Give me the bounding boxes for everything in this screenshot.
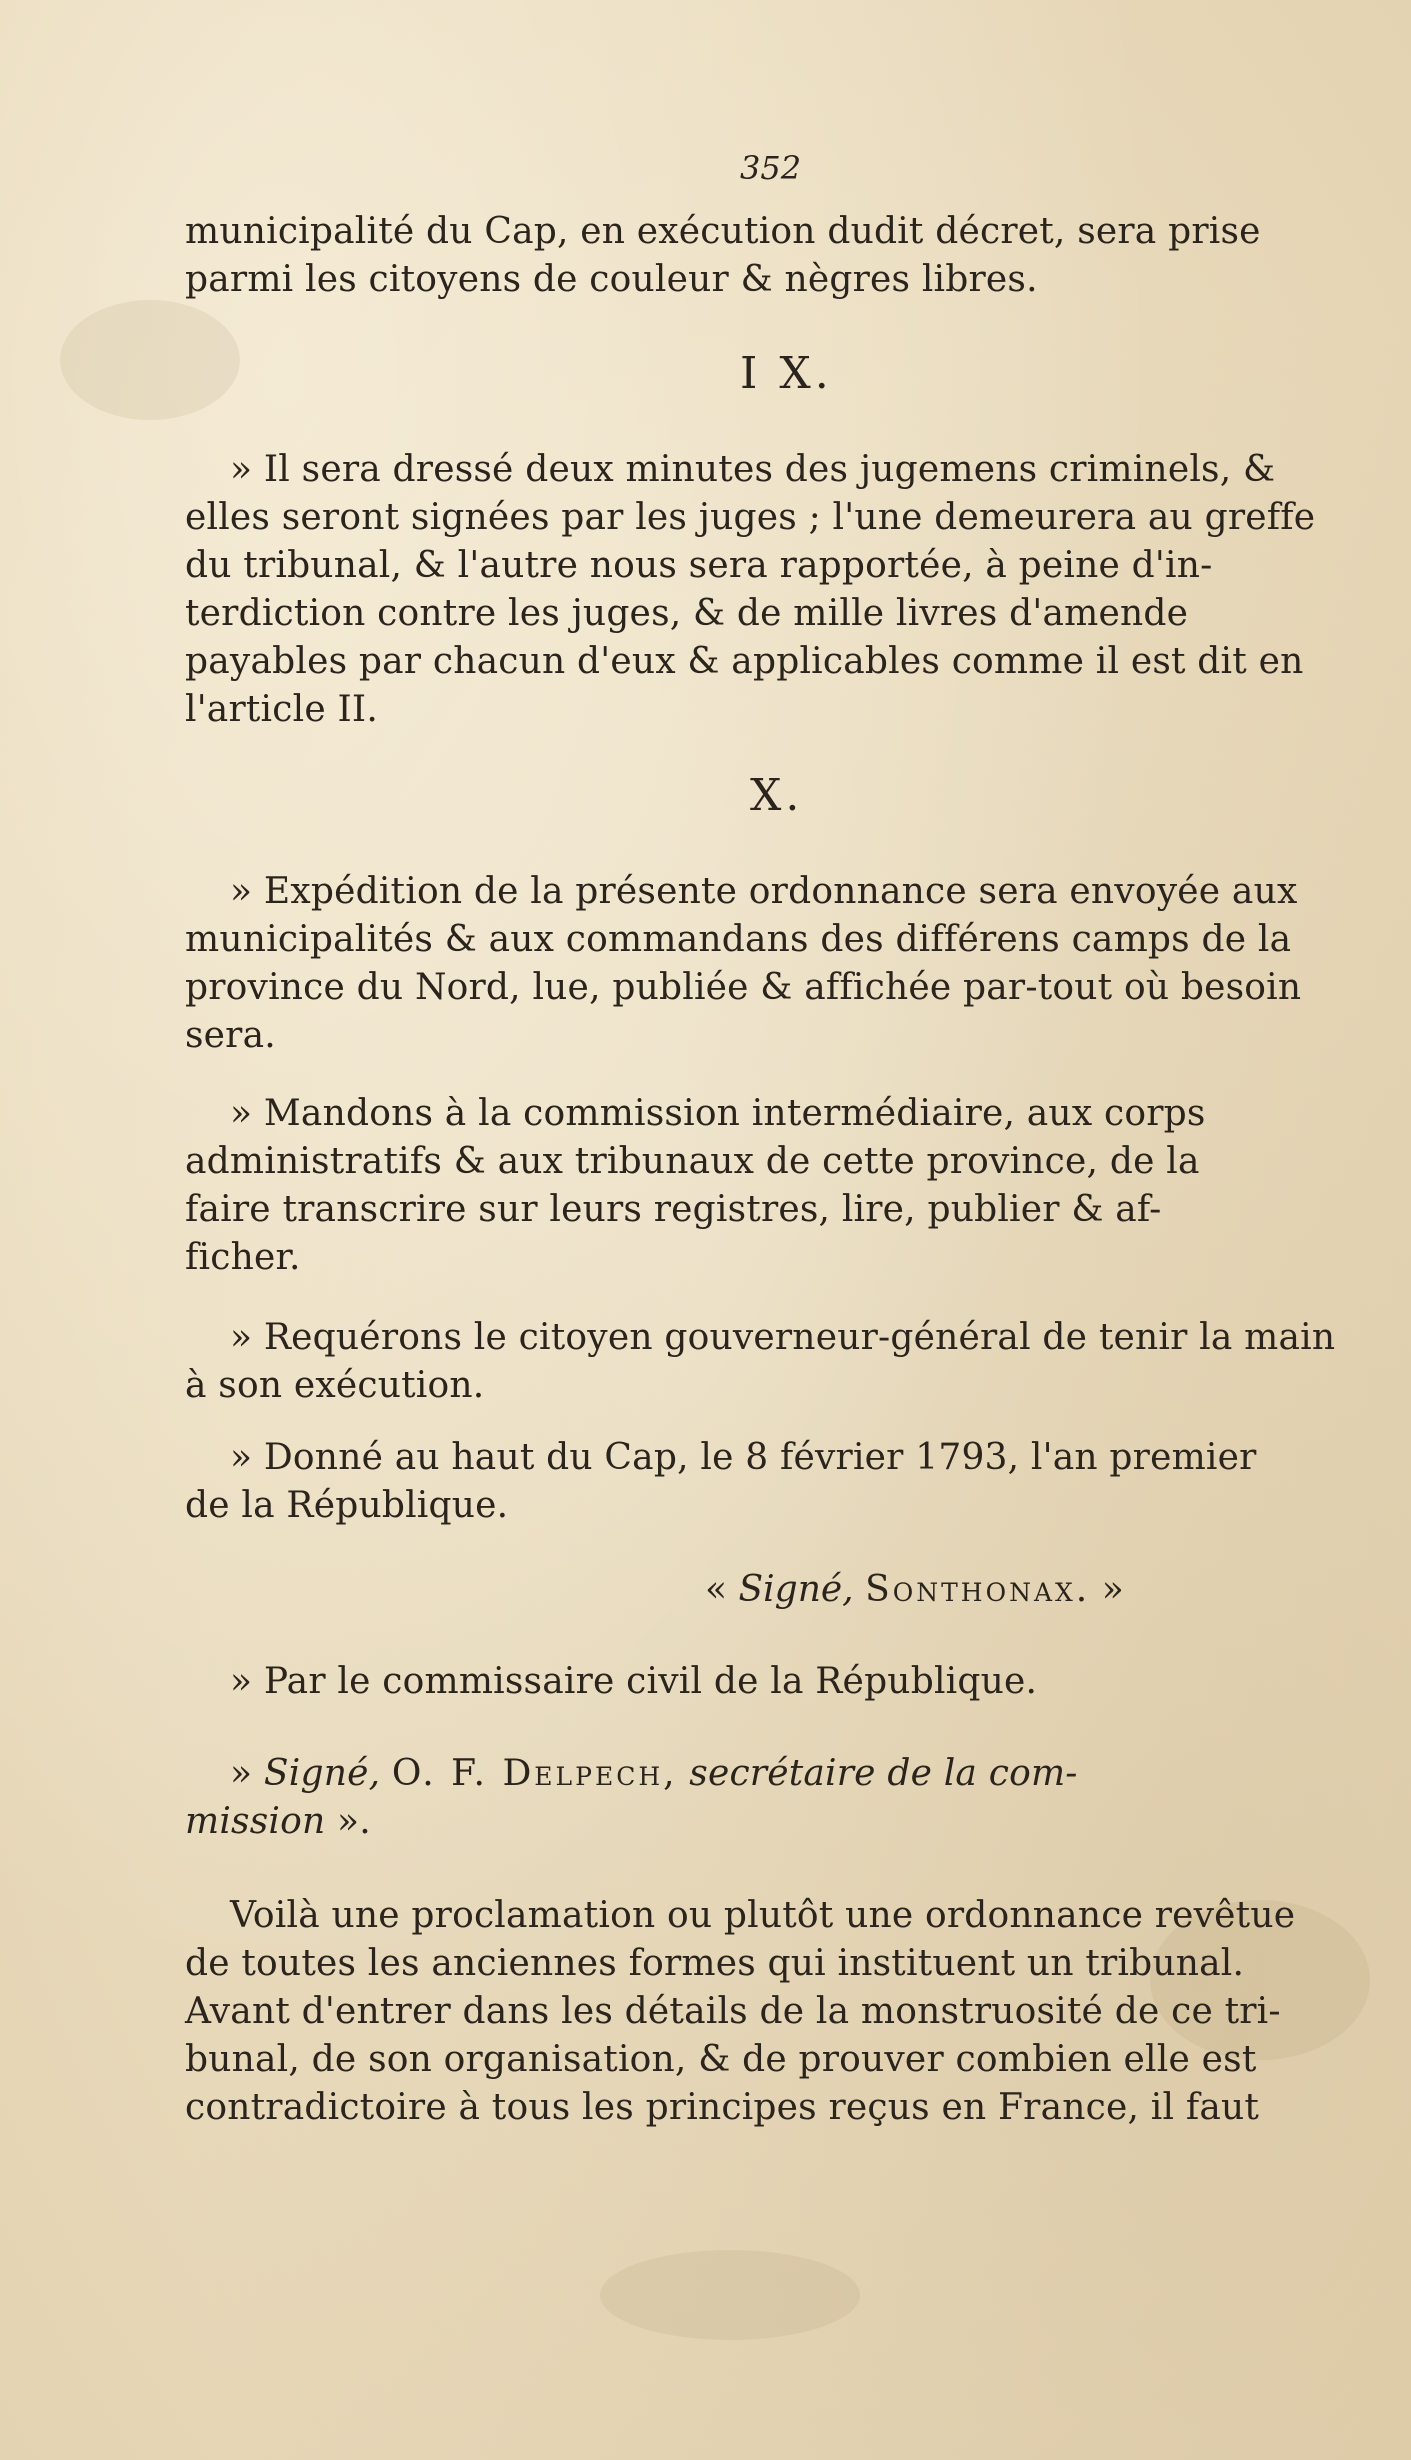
text-line: elles seront signées par les juges ; l'une demeurera au greffe bbox=[185, 497, 1316, 538]
signe-label: Signé, bbox=[263, 1753, 381, 1794]
text-line: de toutes les anciennes formes qui instituent un tribunal. bbox=[185, 1943, 1245, 1984]
page-number: 352 bbox=[740, 149, 802, 187]
text-line: payables par chacun d'eux & applicables comme il est dit en bbox=[185, 641, 1304, 682]
page-text bbox=[185, 0, 1375, 2460]
signature-open-quote: « bbox=[705, 1569, 739, 1610]
text-line: Avant d'entrer dans les détails de la monstruosité de ce tri- bbox=[185, 1991, 1281, 2032]
text-line: à son exécution. bbox=[185, 1365, 485, 1406]
text-line: » Mandons à la commission intermédiaire, aux corps bbox=[230, 1093, 1206, 1134]
text-line: bunal, de son organisation, & de prouver combien elle est bbox=[185, 2039, 1257, 2080]
signatory-name: O. F. Delpech, bbox=[391, 1753, 678, 1794]
signatory-role-continued: mission bbox=[185, 1801, 326, 1842]
signatory-name: Sonthonax. bbox=[865, 1569, 1091, 1610]
text-line: municipalités & aux commandans des différens camps de la bbox=[185, 919, 1292, 960]
text-line: municipalité du Cap, en exécution dudit décret, sera prise bbox=[185, 211, 1261, 252]
text-line: sera. bbox=[185, 1015, 276, 1056]
signature-prefix: » bbox=[230, 1753, 264, 1794]
signature-sonthonax bbox=[705, 1568, 1124, 1612]
text-line: » Requérons le citoyen gouverneur-général de tenir la main bbox=[230, 1317, 1336, 1358]
text-line: faire transcrire sur leurs registres, lire, publier & af- bbox=[185, 1189, 1162, 1230]
text-line: l'article II. bbox=[185, 689, 378, 730]
text-line: administratifs & aux tribunaux de cette province, de la bbox=[185, 1141, 1200, 1182]
text-line: terdiction contre les juges, & de mille livres d'amende bbox=[185, 593, 1189, 634]
text-line: » Par le commissaire civil de la République. bbox=[230, 1661, 1038, 1702]
text-line: Voilà une proclamation ou plutôt une ordonnance revêtue bbox=[230, 1895, 1296, 1936]
text-line: parmi les citoyens de couleur & nègres libres. bbox=[185, 259, 1038, 300]
text-line: province du Nord, lue, publiée & affichée par-tout où besoin bbox=[185, 967, 1302, 1008]
text-line: » Expédition de la présente ordonnance sera envoyée aux bbox=[230, 871, 1298, 912]
text-line: ficher. bbox=[185, 1237, 301, 1278]
text-line: » Il sera dressé deux minutes des jugemens criminels, & bbox=[230, 449, 1276, 490]
text-line: » Donné au haut du Cap, le 8 février 1793, l'an premier bbox=[230, 1437, 1257, 1478]
text-line: de la République. bbox=[185, 1485, 509, 1526]
text-line: contradictoire à tous les principes reçus en France, il faut bbox=[185, 2087, 1260, 2128]
signe-label: Signé, bbox=[738, 1569, 854, 1610]
signature-close-quote: » bbox=[1090, 1569, 1124, 1610]
section-heading-x: X. bbox=[750, 770, 804, 821]
section-heading-ix: I X. bbox=[740, 348, 833, 399]
text-line: du tribunal, & l'autre nous sera rapportée, à peine d'in- bbox=[185, 545, 1213, 586]
signature-delpech-continued bbox=[185, 1800, 371, 1844]
signature-delpech bbox=[230, 1752, 1078, 1796]
signature-close: ». bbox=[325, 1801, 371, 1842]
signatory-role: secrétaire de la com- bbox=[689, 1753, 1078, 1794]
